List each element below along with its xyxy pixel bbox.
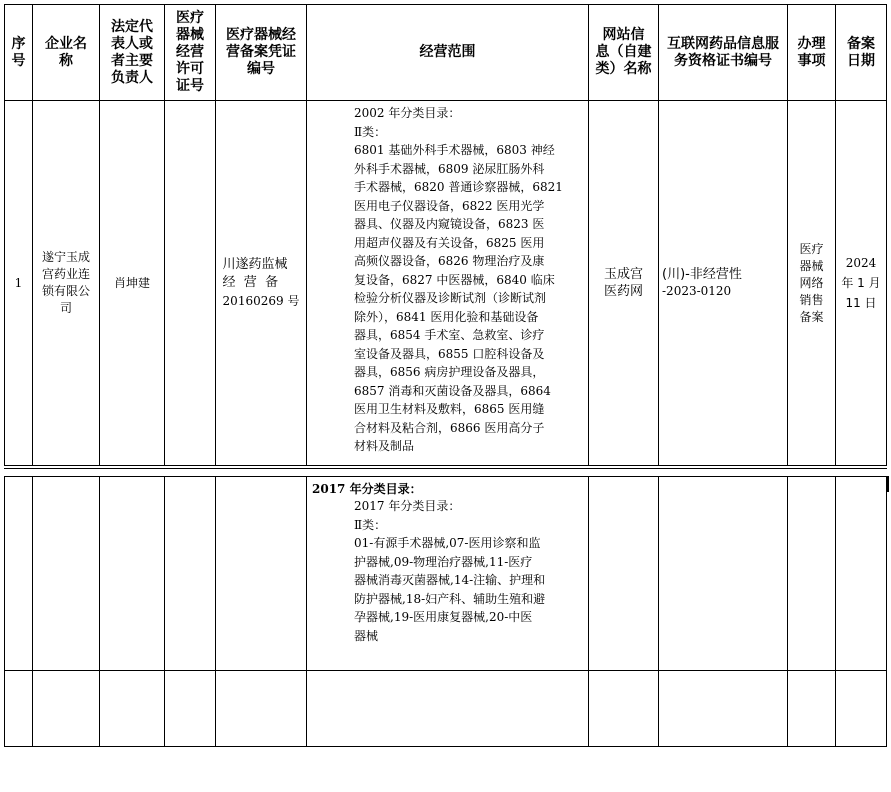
scope-line: 室设备及器具，6855 口腔科设备及 bbox=[354, 346, 545, 361]
header-record-date: 备案 日期 bbox=[847, 35, 875, 69]
table-border-bottom bbox=[4, 746, 887, 747]
scope-line: 复设备，6827 中医器械，6840 临床 bbox=[354, 272, 555, 287]
scope-line: 护器械,09-物理治疗器械,11-医疗 bbox=[354, 554, 533, 569]
col-line-10b bbox=[886, 476, 887, 747]
scope-line: 器械 bbox=[354, 628, 379, 643]
row1-internet-cert: (川)-非经营性 -2023-0120 bbox=[662, 267, 742, 298]
scope-line: 2017 年分类目录： bbox=[354, 499, 461, 513]
header-scope: 经营范围 bbox=[419, 44, 476, 60]
scope-line: 6801 基础外科手术器械，6803 神经 bbox=[354, 143, 555, 157]
row2-scope-title: 2017 年分类目录： bbox=[312, 482, 422, 496]
scope-line: 防护器械,18-妇产科、辅助生殖和避 bbox=[354, 591, 546, 606]
scope-line: 外科手术器械，6809 泌尿肛肠外科 bbox=[354, 161, 545, 176]
col-line-8b bbox=[787, 476, 788, 747]
row2-scope bbox=[354, 497, 586, 645]
scope-line: 器具，6854 手术室、急救室、诊疗 bbox=[354, 328, 545, 342]
scope-line: 2002 年分类目录： bbox=[354, 106, 461, 120]
row1-company: 遂宁玉成 宫药业连 锁有限公 司 bbox=[41, 250, 90, 315]
row1-matter: 医疗 器械 网络 销售 备案 bbox=[799, 241, 824, 324]
scope-line: Ⅱ类： bbox=[354, 124, 387, 139]
scope-line: 除外），6841 医用化验和基础设备 bbox=[354, 309, 539, 324]
row2-bottom-line bbox=[4, 670, 887, 671]
page-break-line bbox=[4, 468, 887, 469]
header-record-no: 医疗器械经 营备案凭证 编号 bbox=[226, 27, 296, 77]
col-line-9b bbox=[835, 476, 836, 747]
scope-line: 器械消毒灭菌器械,14-注输、护理和 bbox=[354, 573, 546, 587]
col-line-7b bbox=[658, 476, 659, 747]
header-legal-rep: 法定代 表人或 者主要 负责人 bbox=[111, 18, 153, 86]
scope-line: Ⅱ类： bbox=[354, 517, 387, 532]
row1-record-date: 2024 年 1 月 11 日 bbox=[841, 256, 881, 310]
row1-legal-rep: 肖坤建 bbox=[113, 275, 150, 290]
scope-line: 用超声仪器及有关设备，6825 医用 bbox=[354, 235, 545, 250]
scope-line: 孕器械,19-医用康复器械,20-中医 bbox=[354, 610, 533, 624]
header-matter: 办理 事项 bbox=[797, 35, 826, 69]
col-line-6b bbox=[588, 476, 589, 747]
scope-line: 医用卫生材料及敷料，6865 医用缝 bbox=[354, 402, 545, 416]
col-line-1b bbox=[32, 476, 33, 747]
scope-line: 合材料及粘合剂，6866 医用高分子 bbox=[354, 420, 545, 435]
header-website: 网站信 息（自建 类）名称 bbox=[595, 27, 652, 77]
col-line-2b bbox=[99, 476, 100, 747]
col-line-5b bbox=[306, 476, 307, 747]
header-internet-cert: 互联网药品信息服 务资格证书编号 bbox=[667, 35, 779, 69]
row1-scope bbox=[354, 104, 586, 456]
scope-line: 医用电子仪器设备，6822 医用光学 bbox=[354, 198, 545, 213]
row1-bottom-line bbox=[4, 465, 887, 466]
scope-line: 器具、仪器及内窥镜设备，6823 医 bbox=[354, 217, 545, 231]
scope-line: 手术器械，6820 普通诊察器械，6821 bbox=[354, 180, 563, 194]
row1-seq: 1 bbox=[14, 275, 23, 290]
right-edge-mark bbox=[886, 476, 889, 492]
col-line-3b bbox=[164, 476, 165, 747]
col-line-0b bbox=[4, 476, 5, 747]
col-line-10 bbox=[886, 4, 887, 466]
scope-line: 01-有源手术器械,07-医用诊察和监 bbox=[354, 536, 541, 550]
scope-line: 6857 消毒和灭菌设备及器具，6864 bbox=[354, 383, 551, 398]
scope-line: 检验分析仪器及诊断试剂（诊断试剂 bbox=[354, 291, 547, 305]
header-license: 医疗 器械 经营 许可 证号 bbox=[176, 10, 204, 94]
col-line-4b bbox=[215, 476, 216, 747]
row1-website: 玉成宫 医药网 bbox=[603, 267, 643, 299]
row1-record-no: 川遂药监械 经 营 备 20160269 号 bbox=[222, 257, 300, 308]
header-seq: 序 号 bbox=[11, 35, 26, 69]
scope-line: 材料及制品 bbox=[354, 439, 415, 453]
header-company: 企业名 称 bbox=[45, 35, 87, 69]
row1-license bbox=[165, 101, 215, 465]
scope-line: 高频仪器设备，6826 物理治疗及康 bbox=[354, 254, 545, 268]
scope-line: 器具，6856 病房护理设备及器具， bbox=[354, 365, 545, 379]
row2-top-line bbox=[4, 476, 887, 477]
